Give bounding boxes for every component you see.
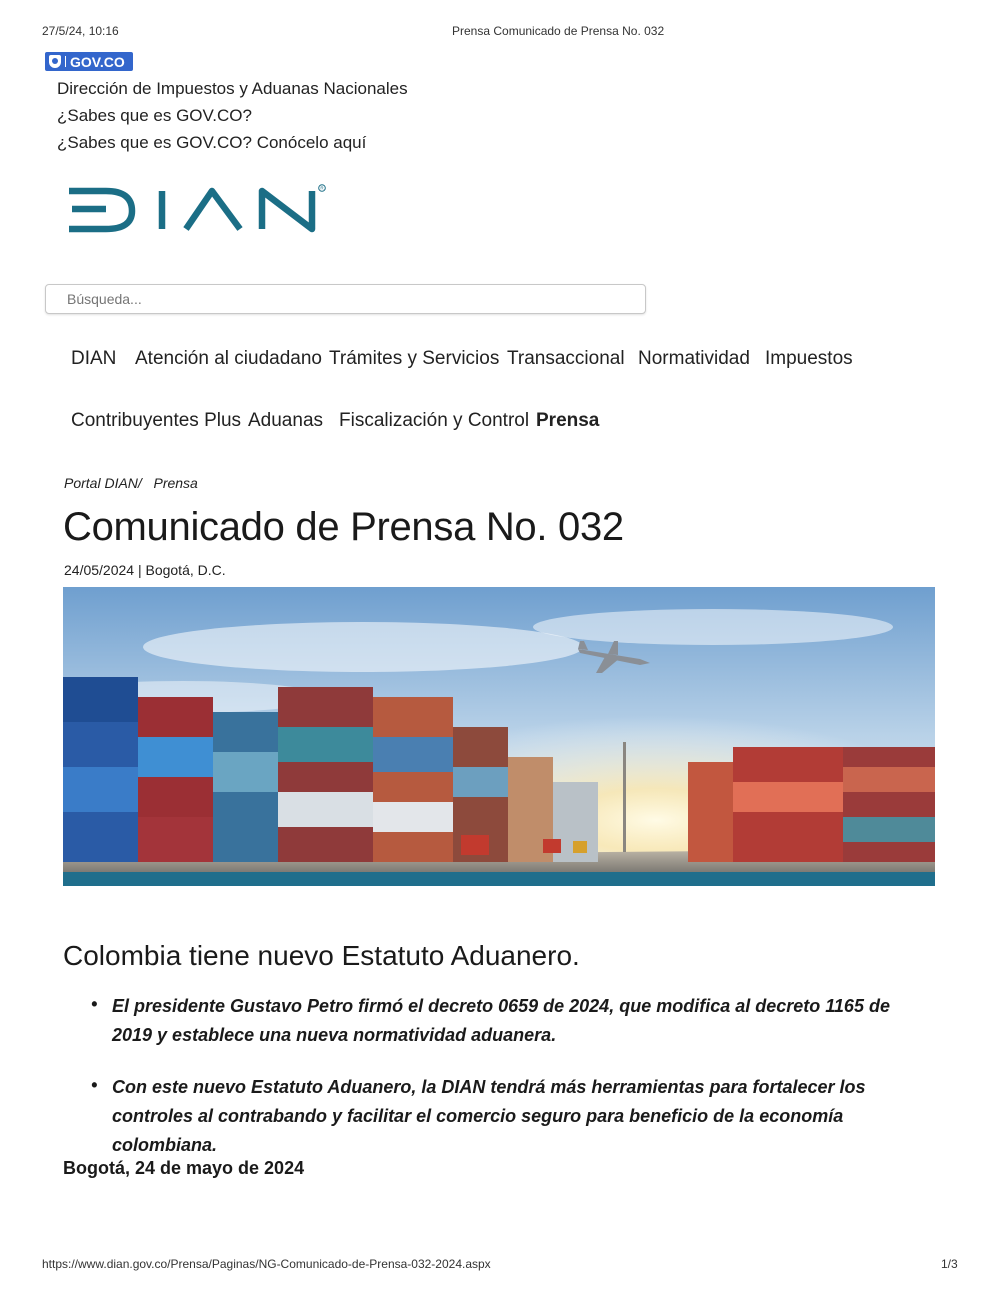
nav-item-fiscalizacion[interactable]: Fiscalización y Control — [339, 410, 530, 431]
print-url: https://www.dian.gov.co/Prensa/Paginas/NG-Comunicado-de-Prensa-032-2024.aspx — [42, 1257, 491, 1271]
article-dateline: Bogotá, 24 de mayo de 2024 — [63, 1158, 305, 1178]
print-datetime: 27/5/24, 10:16 — [42, 24, 119, 38]
nav-item-tramites[interactable]: Trámites y Servicios — [329, 348, 500, 369]
nav-item-atencion[interactable]: Atención al ciudadano — [135, 348, 322, 369]
bullet-dot: • — [91, 994, 98, 1014]
print-page-number: 1/3 — [941, 1257, 958, 1271]
publish-date-place: 24/05/2024 | Bogotá, D.C. — [64, 562, 226, 578]
nav-item-prensa[interactable]: Prensa — [536, 410, 600, 431]
nav-item-transaccional[interactable]: Transaccional — [507, 348, 625, 369]
dian-logo[interactable] — [66, 183, 328, 238]
print-doc-title: Prensa Comunicado de Prensa No. 032 — [452, 24, 665, 38]
nav-item-impuestos[interactable]: Impuestos — [765, 348, 853, 369]
govco-logo-link[interactable] — [45, 52, 133, 71]
container-port-illustration — [63, 587, 935, 886]
nav-item-dian[interactable]: DIAN — [71, 348, 117, 369]
hero-image — [63, 587, 935, 886]
bullet-text: Con este nuevo Estatuto Aduanero, la DIAN tendrá más herramientas para fortalecer los controles al contrabando y facilitar el comercio seguro para beneficio de la economía colombiana. — [112, 1077, 866, 1155]
article-subtitle: Colombia tiene nuevo Estatuto Aduanero. — [63, 940, 580, 971]
bullet-text: El presidente Gustavo Petro firmó el decreto 0659 de 2024, que modifica al decreto 1165 de 2019 y establece una nueva normatividad aduanera. — [112, 996, 890, 1045]
govco-logo-text: GOV.CO — [70, 53, 125, 70]
colombia-shield-icon — [49, 55, 61, 68]
breadcrumb-current-link[interactable]: Prensa — [153, 475, 198, 491]
svg-text:R: R — [320, 185, 324, 191]
govco-info-link[interactable]: ¿Sabes que es GOV.CO? — [57, 106, 252, 125]
page-title: Comunicado de Prensa No. 032 — [63, 505, 624, 549]
dian-entity-link[interactable]: Dirección de Impuestos y Aduanas Nacionales — [57, 79, 408, 98]
search-input[interactable] — [45, 284, 646, 314]
breadcrumb-home-link[interactable]: Portal DIAN/ — [64, 475, 142, 491]
logo-divider — [65, 56, 66, 67]
dian-logo-icon — [66, 183, 328, 233]
bullet-dot: • — [91, 1075, 98, 1095]
govco-know-more-link[interactable]: ¿Sabes que es GOV.CO? Conócelo aquí — [57, 133, 367, 152]
nav-item-aduanas[interactable]: Aduanas — [248, 410, 324, 431]
breadcrumb — [64, 475, 198, 491]
nav-item-contribuyentes[interactable]: Contribuyentes Plus — [71, 410, 242, 431]
nav-item-normatividad[interactable]: Normatividad — [638, 348, 750, 369]
